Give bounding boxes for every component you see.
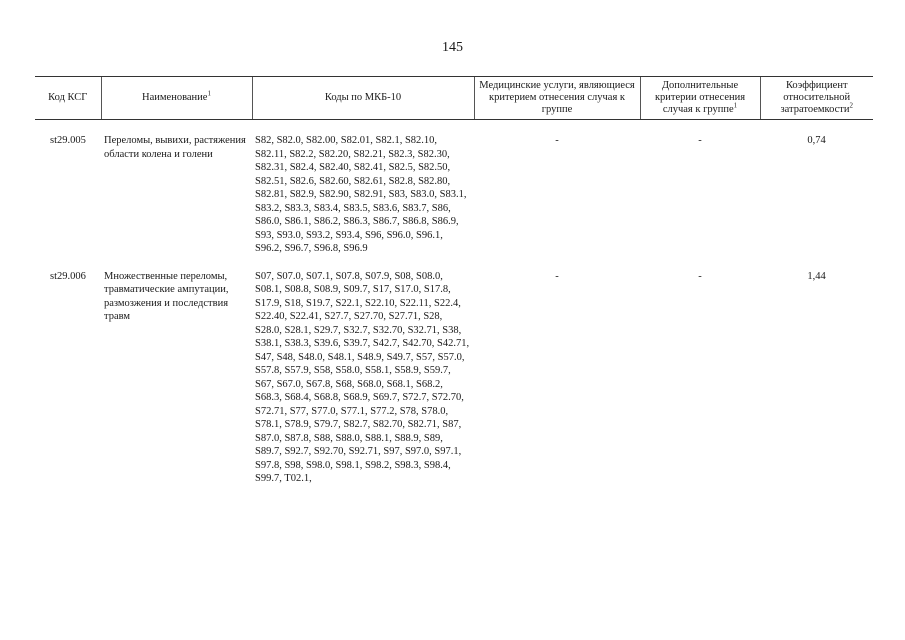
header-name: Наименование$^1$ (101, 77, 252, 120)
table-row (35, 270, 873, 486)
cell-code: st29.005 (50, 135, 86, 146)
page-number: 145 (442, 40, 463, 55)
cell-extra-criteria: - (698, 135, 702, 146)
cell-name: Множественные переломы, травматические ампутации, размозжения и последствия травм (104, 270, 229, 322)
ksg-table (35, 76, 873, 486)
cell-services: - (555, 135, 559, 146)
cell-coefficient: 1,44 (807, 270, 826, 282)
cell-services: - (555, 270, 559, 282)
header-mkb: Коды по МКБ-10 (252, 77, 474, 120)
cell-mkb-codes: S82, S82.0, S82.00, S82.01, S82.1, S82.10, S82.11, S82.2, S82.20, S82.21, S82.3, S82.30, S82.31, S82.4, S82.40, S82.41, S82.5, S82.50, S82.51, S82.6, S82.60, S82.61, S82.8, S82.80, S82.81, S82.9, S82.90, S82.91, S83, S83.0, S83.1, S83.2, S83.3, S83.4, S83.5, S83.6, S83.7, S86, S86.0, S86.1, S86.2, S86.3, S86.7, S86.8, S86.9, S93, S93.0, S93.2, S93.4, S96, S96.0, S96.1, S96.2, S96.7, S96.8, S96.9 (255, 135, 467, 254)
cell-extra-criteria: - (698, 270, 702, 282)
cell-name: Переломы, вывихи, растяжения области колена и голени (104, 135, 246, 160)
table-header-row (35, 77, 873, 120)
header-services: Медицинские услуги, являющиеся критерием отнесения случая к группе (474, 77, 640, 120)
header-coefficient: Коэффициент относительной затратоемкости$^2$ (760, 77, 873, 120)
header-code: Код КСГ (35, 77, 101, 120)
cell-coefficient: 0,74 (807, 135, 826, 146)
header-extra-criteria: Дополнительные критерии отнесения случая к группе$^1$ (640, 77, 760, 120)
table-row (35, 134, 873, 256)
cell-mkb-codes: S07, S07.0, S07.1, S07.8, S07.9, S08, S08.0, S08.1, S08.8, S08.9, S09.7, S17, S17.0, S17.8, S17.9, S18, S19.7, S22.1, S22.10, S22.11, S22.4, S22.40, S22.41, S27.7, S27.70, S27.71, S28, S28.0, S28.1, S29.7, S32.7, S32.70, S32.71, S38, S38.1, S38.3, S39.6, S39.7, S42.7, S42.70, S42.71, S47, S48, S48.0, S48.1, S48.9, S49.7, S57, S57.0, S57.8, S57.9, S58, S58.0, S58.1, S58.9, S59.7, S67, S67.0, S67.8, S68, S68.0, S68.1, S68.2, S68.3, S68.4, S68.8, S68.9, S69.7, S72.7, S72.70, S72.71, S77, S77.0, S77.1, S77.2, S78, S78.0, S78.1, S78.9, S79.7, S82.7, S82.70, S82.71, S87, S87.0, S87.8, S88, S88.0, S88.1, S88.9, S89, S89.7, S92.7, S92.70, S92.71, S97, S97.0, S97.1, S97.8, S98, S98.0, S98.1, S98.2, S98.3, S98.4, S99.7, T02.1, (255, 270, 470, 484)
cell-code: st29.006 (50, 270, 86, 282)
